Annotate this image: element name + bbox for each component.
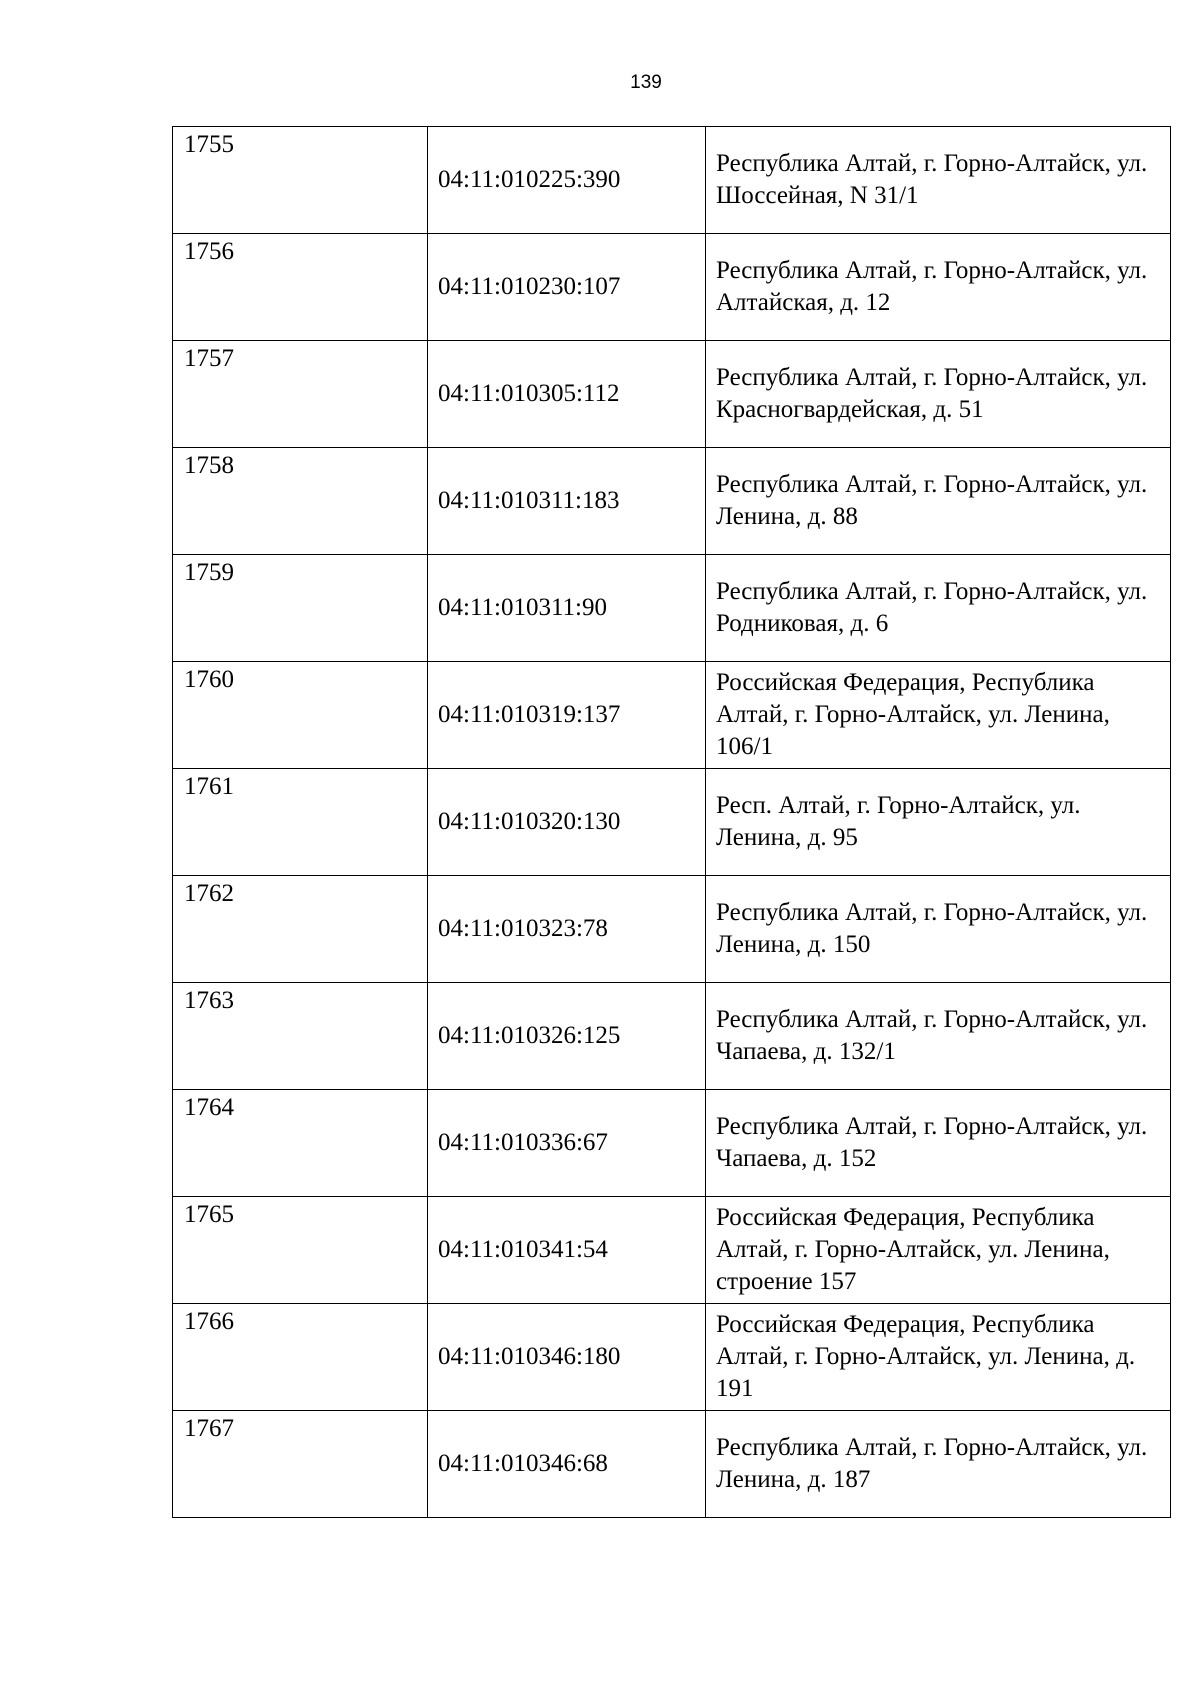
row-number: 1762 [184,880,234,907]
row-number: 1756 [184,238,234,265]
cadastral-number: 04:11:010311:183 [428,448,706,555]
row-number-cell [173,341,428,448]
address: Российская Федерация, Республика Алтай, г. Горно-Алтайск, ул. Ленина, строение 157 [706,1197,1171,1304]
row-number: 1763 [184,987,234,1014]
row-number: 1765 [184,1201,234,1228]
row-number: 1761 [184,773,234,800]
address: Респ. Алтай, г. Горно-Алтайск, ул. Ленина, д. 95 [706,769,1171,876]
table-row [173,1304,1171,1411]
row-number: 1767 [184,1415,234,1442]
row-number: 1766 [184,1308,234,1335]
row-number-cell [173,1090,428,1197]
address: Российская Федерация, Республика Алтай, г. Горно-Алтайск, ул. Ленина, 106/1 [706,662,1171,769]
row-number-cell [173,127,428,234]
table-row [173,662,1171,769]
table-row [173,555,1171,662]
address: Республика Алтай, г. Горно-Алтайск, ул. Чапаева, д. 132/1 [706,983,1171,1090]
row-number-cell [173,1411,428,1518]
row-number: 1755 [184,131,234,158]
address: Российская Федерация, Республика Алтай, г. Горно-Алтайск, ул. Ленина, д. 191 [706,1304,1171,1411]
register-table [172,126,1171,1518]
row-number-cell [173,983,428,1090]
row-number: 1764 [184,1094,234,1121]
row-number-cell [173,448,428,555]
table-row [173,1090,1171,1197]
row-number: 1760 [184,666,234,693]
page-number: 139 [630,72,662,93]
table-row [173,876,1171,983]
table-row [173,769,1171,876]
address: Республика Алтай, г. Горно-Алтайск, ул. Родниковая, д. 6 [706,555,1171,662]
row-number-cell [173,1197,428,1304]
cadastral-number: 04:11:010320:130 [428,769,706,876]
cadastral-number: 04:11:010326:125 [428,983,706,1090]
table-row [173,127,1171,234]
row-number-cell [173,1304,428,1411]
address: Республика Алтай, г. Горно-Алтайск, ул. Чапаева, д. 152 [706,1090,1171,1197]
table-row [173,1197,1171,1304]
table-row [173,983,1171,1090]
address: Республика Алтай, г. Горно-Алтайск, ул. Красногвардейская, д. 51 [706,341,1171,448]
row-number-cell [173,555,428,662]
address: Республика Алтай, г. Горно-Алтайск, ул. Ленина, д. 150 [706,876,1171,983]
cadastral-number: 04:11:010323:78 [428,876,706,983]
table-row [173,341,1171,448]
row-number: 1757 [184,345,234,372]
row-number-cell [173,662,428,769]
address: Республика Алтай, г. Горно-Алтайск, ул. Ленина, д. 88 [706,448,1171,555]
address: Республика Алтай, г. Горно-Алтайск, ул. Алтайская, д. 12 [706,234,1171,341]
cadastral-number: 04:11:010225:390 [428,127,706,234]
cadastral-number: 04:11:010336:67 [428,1090,706,1197]
cadastral-number: 04:11:010311:90 [428,555,706,662]
cadastral-number: 04:11:010341:54 [428,1197,706,1304]
cadastral-number: 04:11:010319:137 [428,662,706,769]
address: Республика Алтай, г. Горно-Алтайск, ул. Шоссейная, N 31/1 [706,127,1171,234]
row-number: 1759 [184,559,234,586]
table-row [173,1411,1171,1518]
row-number-cell [173,876,428,983]
address: Республика Алтай, г. Горно-Алтайск, ул. Ленина, д. 187 [706,1411,1171,1518]
row-number: 1758 [184,452,234,479]
cadastral-number: 04:11:010305:112 [428,341,706,448]
cadastral-number: 04:11:010230:107 [428,234,706,341]
table-row [173,234,1171,341]
cadastral-number: 04:11:010346:180 [428,1304,706,1411]
cadastral-number: 04:11:010346:68 [428,1411,706,1518]
table-row [173,448,1171,555]
row-number-cell [173,234,428,341]
row-number-cell [173,769,428,876]
